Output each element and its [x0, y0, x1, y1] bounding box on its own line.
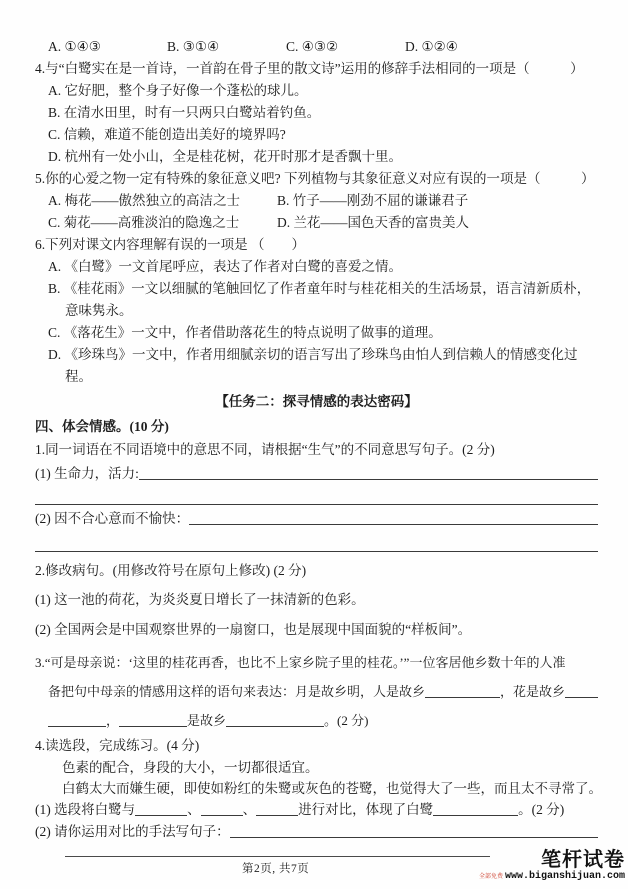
s4-q4-sub2-answer-line: [65, 856, 490, 857]
question-6-stem: 6.下列对课文内容理解有误的一项是 （ ）: [35, 237, 305, 252]
question-4-stem: 4.与“白鹭实在是一首诗，一首韵在骨子里的散文诗”运用的修辞手法相同的一项是（ ）: [35, 61, 584, 76]
s4-q3-line3-comma: ，: [106, 713, 120, 728]
question-4-option-d: D. 杭州有一处小山，全是桂花树，花开时那才是香飘十里。: [48, 149, 402, 164]
s4-q1-sub2-answer-blank: [189, 523, 598, 525]
question-5-stem: 5.你的心爱之物一定有特殊的象征意义吧? 下列植物与其象征意义对应有误的一项是（ ）: [35, 171, 595, 186]
s4-q4-sub2-answer-blank: [230, 836, 598, 838]
s4-q2-sentence-2: (2) 全国两会是中国观察世界的一扇窗口，也是展现中国面貌的“样板间”。: [35, 622, 472, 637]
question-5-options-row-2: [48, 212, 598, 234]
section-4-title: 四、体会情感。(10 分): [35, 419, 169, 434]
s4-q1-sub1-answer-line: [35, 485, 598, 505]
s4-q4-sub1-sep-1: 、: [187, 802, 201, 817]
question-6-option-c: C. 《落花生》一文中，作者借助落花生的特点说明了做事的道理。: [48, 325, 442, 340]
s4-q3-blank-5: [226, 725, 324, 727]
watermark-red-badge: 全部免费: [478, 874, 503, 880]
s4-q3-line2-text: 备把句中母亲的情感用这样的语句来表达：月是故乡明，人是故乡: [48, 684, 426, 699]
s4-q4-passage-line-1: 色素的配合，身段的大小，一切都很适宜。: [62, 760, 319, 775]
prev-question-options-row: [35, 36, 598, 58]
s4-q1-sub2-row: [35, 508, 598, 530]
s4-q4-sub2-row: [35, 821, 598, 843]
question-4-option-b: B. 在清水田里，时有一只两只白鹭站着钓鱼。: [48, 105, 321, 120]
page-number: 第2页, 共7页: [242, 863, 310, 875]
s4-q3-line3-score: 。(2 分): [324, 713, 369, 728]
s4-question-1-stem: 1.同一词语在不同语境中的意思不同，请根据“生气”的不同意思写句子。(2 分): [35, 442, 495, 457]
prev-option-d: D. ①②④: [405, 39, 458, 54]
watermark-bottom-row: [478, 871, 625, 883]
prev-option-c: C. ④③②: [286, 39, 339, 54]
prev-option-a: A. ①④③: [48, 39, 101, 54]
s4-q4-sub1-sep-2: 、: [242, 802, 257, 817]
s4-q1-sub2-answer-line: [35, 530, 598, 552]
s4-q4-blank-4: [433, 814, 518, 816]
s4-question-4-stem: 4.读选段，完成练习。(4 分): [35, 738, 200, 753]
question-6-option-a: A. 《白鹭》一文首尾呼应，表达了作者对白鹭的喜爱之情。: [48, 259, 402, 274]
s4-q4-sub1-text: (1) 选段将白鹭与: [35, 802, 136, 817]
s4-q1-sub2-label: (2) 因不合心意而不愉快：: [35, 511, 190, 526]
question-6-option-b: B. 《桂花雨》一文以细腻的笔触回忆了作者童年时与桂花相关的生活场景，语言清新质朴，意味隽永。: [48, 281, 591, 318]
question-4-option-a: A. 它好肥，整个身子好像一个蓬松的球儿。: [48, 83, 308, 98]
prev-option-b: B. ③①④: [167, 39, 220, 54]
task-2-heading: 【任务二：探寻情感的表达密码】: [215, 394, 418, 409]
s4-q4-blank-2: [201, 814, 243, 816]
s4-q1-sub1-label: (1) 生命力，活力:: [35, 466, 139, 481]
s4-q1-sub1-answer-blank: [139, 478, 598, 480]
s4-q3-line-3: [48, 706, 598, 735]
question-5-option-d: D. 兰花——国色天香的富贵美人: [277, 215, 469, 230]
s4-q3-blank-2: [565, 696, 598, 698]
s4-q3-blank-1: [425, 696, 500, 698]
s4-q4-sub1-score: 。(2 分): [518, 802, 565, 817]
s4-q3-line2-text-2: ，花是故乡: [500, 684, 566, 699]
s4-q4-sub1-row: [35, 799, 598, 821]
question-5-option-a: A. 梅花——傲然独立的高洁之士: [48, 193, 240, 208]
s4-q1-sub1-row: [35, 463, 598, 485]
s4-q4-sub2-label: (2) 请你运用对比的手法写句子：: [35, 824, 230, 839]
watermark-title: 笔杆试卷: [541, 849, 625, 871]
s4-q4-blank-1: [135, 814, 187, 816]
s4-question-2-stem: 2.修改病句。(用修改符号在原句上修改) (2 分): [35, 563, 307, 578]
question-5-option-c: C. 菊花——高雅淡泊的隐逸之士: [48, 215, 240, 230]
biganshijuan-watermark: [478, 850, 625, 883]
s4-q2-sentence-1: (1) 这一池的荷花，为炎炎夏日增长了一抹清新的色彩。: [35, 592, 365, 607]
question-4-option-c: C. 信赖，难道不能创造出美好的境界吗?: [48, 127, 286, 142]
s4-q3-line3-text: 是故乡: [187, 713, 227, 728]
s4-q3-blank-3: [48, 725, 106, 727]
s4-question-3: [35, 648, 598, 735]
s4-q3-blank-4: [119, 725, 187, 727]
watermark-url: www.biganshijuan.com: [504, 871, 625, 882]
s4-q3-line-1: 3.“可是母亲说：‘这里的桂花再香，也比不上家乡院子里的桂花。’”一位客居他乡数十年的人准: [35, 655, 566, 670]
s4-q4-sub1-text-2: 进行对比，体现了白鹭: [298, 802, 434, 817]
s4-q4-blank-3: [256, 814, 298, 816]
question-5-options-row-1: [48, 190, 598, 212]
question-5-option-b: B. 竹子——刚劲不屈的谦谦君子: [277, 193, 469, 208]
question-6-option-d: D. 《珍珠鸟》一文中，作者用细腻亲切的语言写出了珍珠鸟由怕人到信赖人的情感变化过程。: [48, 347, 578, 384]
s4-q3-line-2: [48, 677, 598, 706]
s4-q4-passage-line-2: 白鹤太大而嫌生硬，即使如粉红的朱鹭或灰色的苍鹭，也觉得大了一些，而且太不寻常了。: [62, 781, 602, 796]
